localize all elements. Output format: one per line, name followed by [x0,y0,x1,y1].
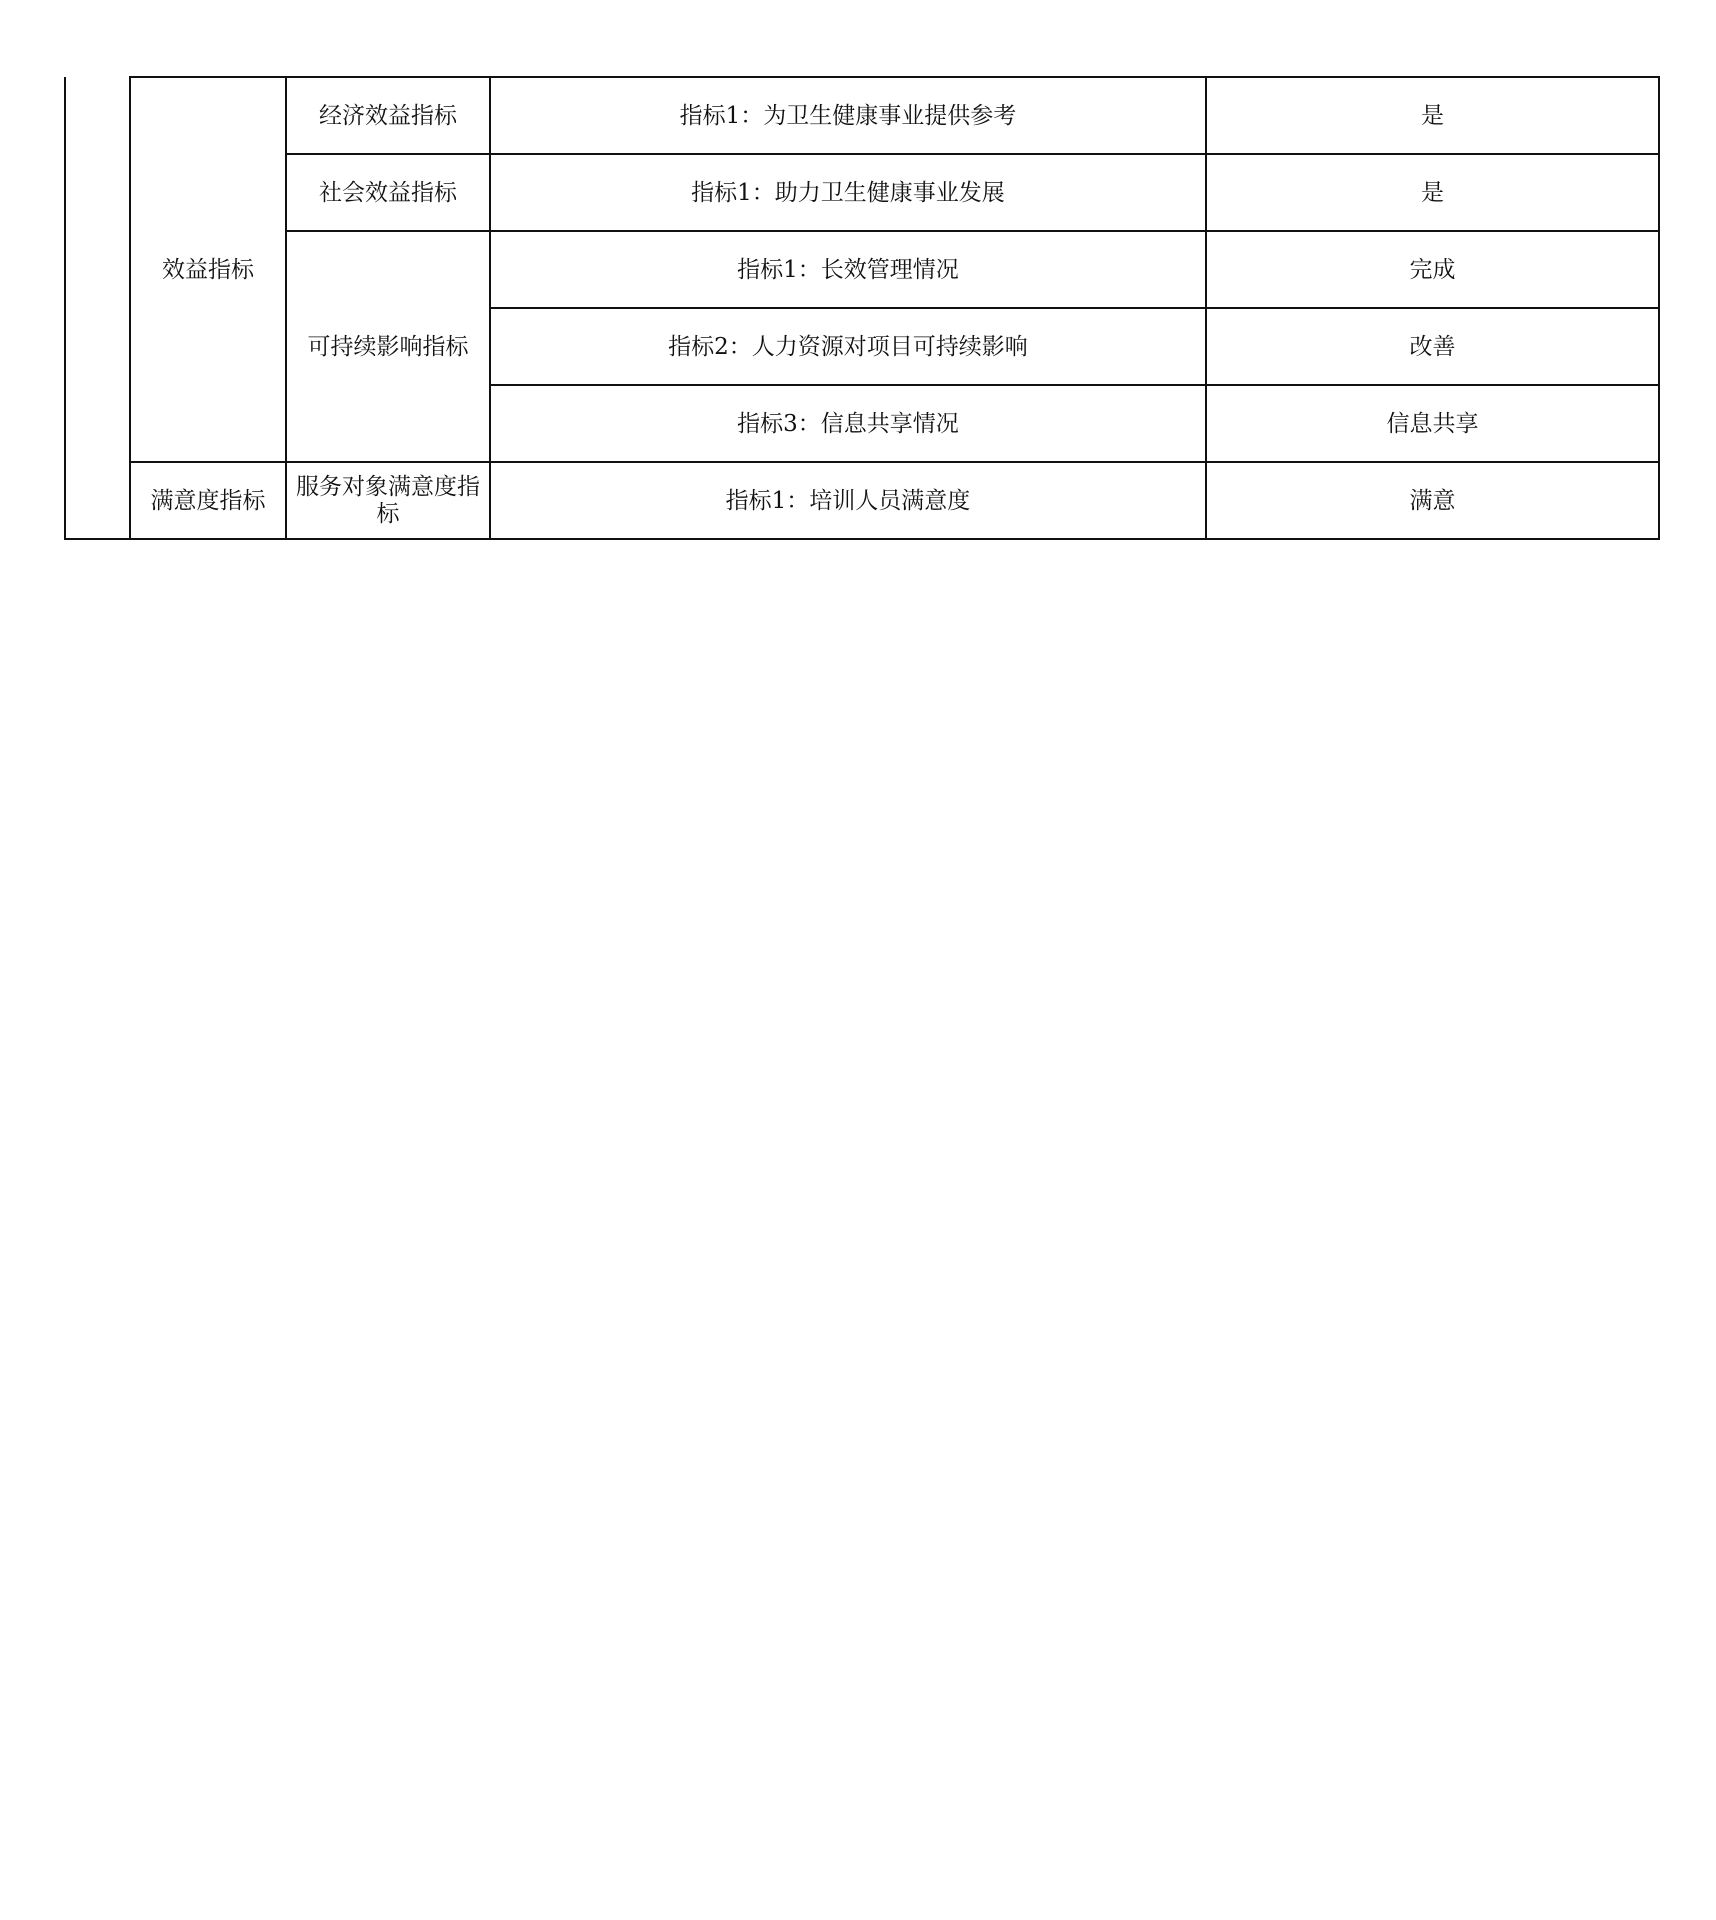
indicator-cell: 指标1：长效管理情况 [490,231,1206,308]
value-cell: 信息共享 [1206,385,1659,462]
value-cell: 是 [1206,77,1659,154]
performance-indicator-table [64,76,1660,540]
indicator-cell: 指标3：信息共享情况 [490,385,1206,462]
indicator-cell: 指标2：人力资源对项目可持续影响 [490,308,1206,385]
level2-service-satisfaction-label: 服务对象满意度指标 [296,473,480,527]
indicator-cell: 指标1：培训人员满意度 [490,462,1206,539]
level2-social-cell: 社会效益指标 [286,154,490,231]
level1-benefit-cell: 效益指标 [130,77,286,462]
level1-satisfaction-cell: 满意度指标 [130,462,286,539]
table-row [65,462,1659,539]
indicator-cell: 指标1：为卫生健康事业提供参考 [490,77,1206,154]
value-cell: 改善 [1206,308,1659,385]
indicator-cell: 指标1：助力卫生健康事业发展 [490,154,1206,231]
value-cell: 满意 [1206,462,1659,539]
value-cell: 完成 [1206,231,1659,308]
table-row [65,77,1659,154]
indicator-table-sheet [64,76,1660,540]
level2-economic-cell: 经济效益指标 [286,77,490,154]
table-row [65,231,1659,308]
level2-sustainable-cell: 可持续影响指标 [286,231,490,462]
outer-category-cell [65,77,130,539]
value-cell: 是 [1206,154,1659,231]
level2-service-satisfaction-cell [286,462,490,539]
table-row [65,154,1659,231]
